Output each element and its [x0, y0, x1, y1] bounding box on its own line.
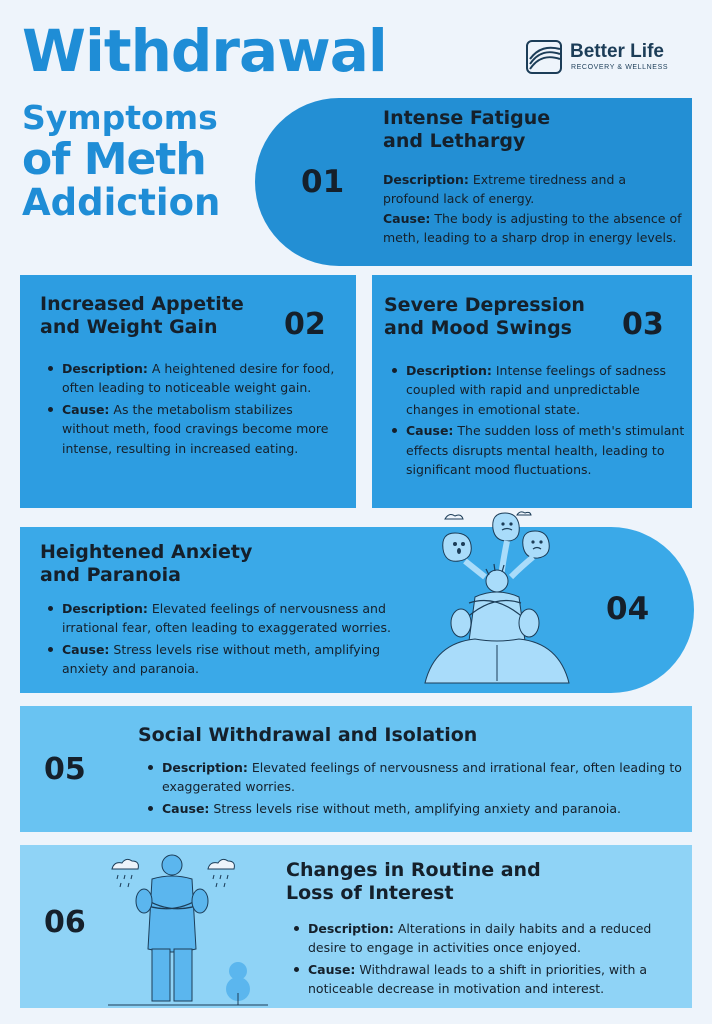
- page-title: Withdrawal: [22, 17, 387, 85]
- subtitle-line-2: of Meth: [22, 133, 206, 185]
- symptom-cause: Cause: Withdrawal leads to a shift in priorities, with a noticeable decrease in motivation and interest.: [288, 960, 683, 999]
- symptom-details: [288, 919, 683, 1001]
- symptom-details: [386, 361, 686, 481]
- symptom-number: 06: [44, 905, 86, 940]
- symptom-number: 01: [301, 164, 345, 200]
- symptom-title-line-2: Loss of Interest: [286, 882, 454, 905]
- symptom-title-line-2: and Weight Gain: [40, 316, 218, 339]
- symptom-title: [383, 107, 550, 153]
- symptom-card-06: [20, 845, 692, 1008]
- symptom-title-line-1: Intense Fatigue: [383, 107, 551, 129]
- symptom-title: [384, 294, 585, 340]
- symptom-number: 05: [44, 752, 86, 787]
- symptom-title-line-1: Increased Appetite: [40, 293, 244, 315]
- person-under-rain-clouds-icon: [108, 853, 268, 1008]
- symptom-card-03: [372, 275, 692, 508]
- symptom-title: Social Withdrawal and Isolation: [138, 724, 478, 746]
- symptom-title: [40, 541, 252, 587]
- subtitle-line-1: Symptoms: [22, 98, 218, 137]
- wave-logo-icon: [526, 40, 564, 74]
- anxious-person-with-ghost-thought-bubbles-icon: [405, 505, 585, 690]
- symptom-cause: Cause: Stress levels rise without meth, amplifying anxiety and paranoia.: [42, 640, 402, 679]
- subtitle-line-3: Addiction: [22, 181, 221, 225]
- symptom-description: Description: Extreme tiredness and a profound lack of energy.: [383, 172, 627, 207]
- symptom-description: Description: Alterations in daily habits and a reduced desire to engage in activities once enjoyed.: [288, 919, 683, 958]
- symptom-title-line-1: Severe Depression: [384, 294, 585, 316]
- symptom-number: 03: [622, 307, 664, 342]
- symptom-title-line-1: Heightened Anxiety: [40, 541, 253, 563]
- symptom-title: [40, 293, 244, 339]
- symptom-card-05: [20, 706, 692, 832]
- brand-logo: [526, 40, 696, 76]
- symptom-number: 02: [284, 307, 326, 342]
- symptom-card-02: [20, 275, 356, 508]
- symptom-cause: Cause: Stress levels rise without meth, amplifying anxiety and paranoia.: [142, 799, 682, 818]
- symptom-details: [42, 359, 342, 460]
- symptom-title-line-2: and Lethargy: [383, 130, 526, 153]
- brand-name: Better Life: [570, 41, 664, 62]
- page-subtitle: [22, 100, 262, 223]
- symptom-title-line-1: Changes in Routine and: [286, 859, 541, 881]
- symptom-description: Description: Elevated feelings of nervousness and irrational fear, often leading to exaggerated worries.: [42, 599, 402, 638]
- symptom-cause: Cause: The body is adjusting to the absence of meth, leading to a sharp drop in energy levels.: [383, 210, 682, 246]
- symptom-description: Description: Elevated feelings of nervousness and irrational fear, often leading to exaggerated worries.: [142, 758, 682, 797]
- symptom-cause: Cause: The sudden loss of meth's stimulant effects disrupts mental health, leading to significant mood fluctuations.: [386, 421, 686, 479]
- symptom-description: Description: A heightened desire for food, often leading to noticeable weight gain.: [42, 359, 342, 398]
- symptom-cause: Cause: As the metabolism stabilizes without meth, food cravings become more intense, resulting in increased eating.: [42, 400, 342, 458]
- symptom-title-line-2: and Mood Swings: [384, 317, 572, 340]
- brand-tagline: RECOVERY & WELLNESS: [571, 64, 669, 71]
- symptom-card-01: [255, 98, 692, 266]
- symptom-details: [383, 170, 683, 248]
- symptom-details: [42, 599, 402, 681]
- symptom-title-line-2: and Paranoia: [40, 564, 181, 587]
- symptom-title: [286, 859, 541, 905]
- symptom-description: Description: Intense feelings of sadness coupled with rapid and unpredictable changes in emotional state.: [386, 361, 686, 419]
- symptom-details: [142, 758, 682, 820]
- symptom-number: 04: [606, 591, 650, 627]
- symptom-card-04: [20, 527, 694, 693]
